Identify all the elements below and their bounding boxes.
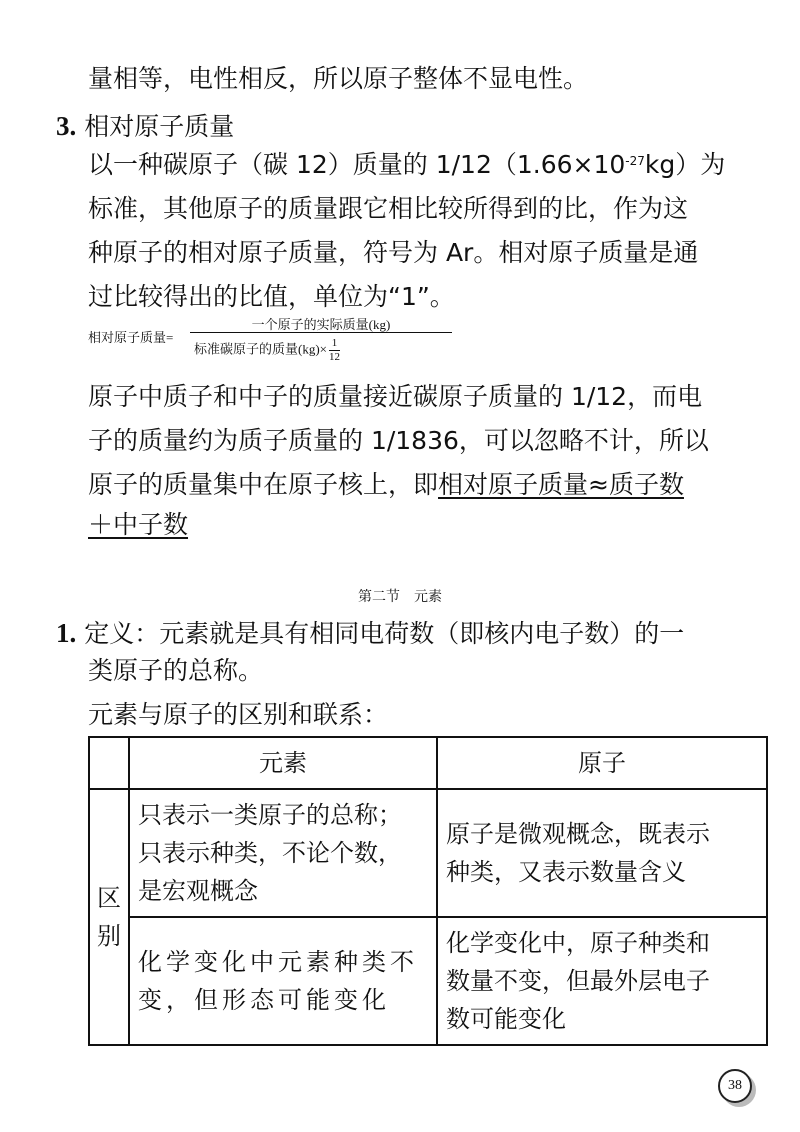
- table-row: [89, 917, 767, 1045]
- underlined-formula-tail: ＋中子数: [88, 510, 189, 539]
- cell-line: 只表示种类，不论个数，: [138, 839, 402, 867]
- section-3-title: 相对原子质量: [84, 112, 235, 141]
- element-cell-1: [129, 789, 437, 917]
- continuation-line: 量相等，电性相反，所以原子整体不显电性。: [88, 64, 589, 93]
- section-3-line-4: 过比较得出的比值，单位为“1”。: [88, 282, 455, 311]
- formula-numerator: 一个原子的实际质量(kg): [251, 317, 391, 332]
- table-row: [89, 789, 767, 917]
- definition-text: 定义：元素就是具有相同电荷数（即核内电子数）的一: [84, 619, 685, 648]
- line-1-text: 以一种碳原子（碳 12）质量的 1/12（1.66×10: [88, 150, 626, 179]
- cell-line: 化学变化中，原子种类和: [446, 929, 710, 957]
- atom-cell-2: [437, 917, 767, 1045]
- corner-cell: [89, 737, 129, 789]
- para2-line-3: [88, 468, 684, 502]
- para2-line-1: 原子中质子和中子的质量接近碳原子质量的 1/12，而电: [88, 382, 703, 411]
- section-3-line-2: 标准，其他原子的质量跟它相比较所得到的比，作为这: [88, 194, 689, 223]
- cell-line: 是宏观概念: [138, 877, 258, 905]
- header-atom: 原子: [437, 737, 767, 789]
- line-3-text: 原子的质量集中在原子核上，即: [88, 470, 439, 499]
- comparison-intro: 元素与原子的区别和联系：: [88, 700, 389, 729]
- line-1-tail: kg）为: [644, 150, 726, 179]
- denominator-text: 标准碳原子的质量(kg)×: [194, 341, 327, 357]
- page-number: 38: [718, 1069, 752, 1103]
- fraction-bar: [190, 332, 452, 333]
- cell-line: 只表示一类原子的总称；: [138, 801, 402, 829]
- element-atom-table: [88, 736, 768, 1046]
- table-header-row: [89, 737, 767, 789]
- para2-line-2: 子的质量约为质子质量的 1/1836，可以忽略不计，所以: [88, 426, 709, 455]
- cell-line: 化学变化中元素种类不: [138, 948, 418, 976]
- para2-line-4: [88, 508, 188, 542]
- definition-number: 1.: [56, 618, 77, 648]
- cell-line: 种类，又表示数量含义: [446, 858, 686, 886]
- one-twelfth: [329, 337, 340, 364]
- mini-denominator: 12: [329, 351, 340, 363]
- formula-lhs: 相对原子质量=: [88, 330, 174, 345]
- definition-line-1: [56, 616, 684, 651]
- cell-line: 原子是微观概念，既表示: [446, 820, 710, 848]
- cell-line: 变，但形态可能变化: [138, 986, 390, 1014]
- side-label-2: 别: [97, 922, 121, 950]
- atom-cell-1: [437, 789, 767, 917]
- section-3-line-1: [88, 148, 725, 182]
- cell-line: 数可能变化: [446, 1005, 566, 1033]
- side-label-1: 区: [97, 884, 121, 912]
- mini-numerator: 1: [331, 337, 338, 349]
- header-element: 元素: [129, 737, 437, 789]
- exponent: -27: [625, 154, 645, 168]
- definition-line-2: 类原子的总称。: [88, 656, 264, 685]
- element-cell-2: [129, 917, 437, 1045]
- side-label: [89, 789, 129, 1045]
- cell-line: 数量不变，但最外层电子: [446, 967, 710, 995]
- section-title: 第二节 元素: [358, 589, 442, 605]
- formula-fraction: [190, 314, 452, 364]
- section-3-heading: [56, 109, 234, 144]
- formula-denominator: [190, 337, 452, 364]
- section-3-line-3: 种原子的相对原子质量，符号为 Ar。相对原子质量是通: [88, 238, 699, 267]
- underlined-formula: 相对原子质量≈质子数: [438, 470, 684, 499]
- section-3-number: 3.: [56, 111, 77, 141]
